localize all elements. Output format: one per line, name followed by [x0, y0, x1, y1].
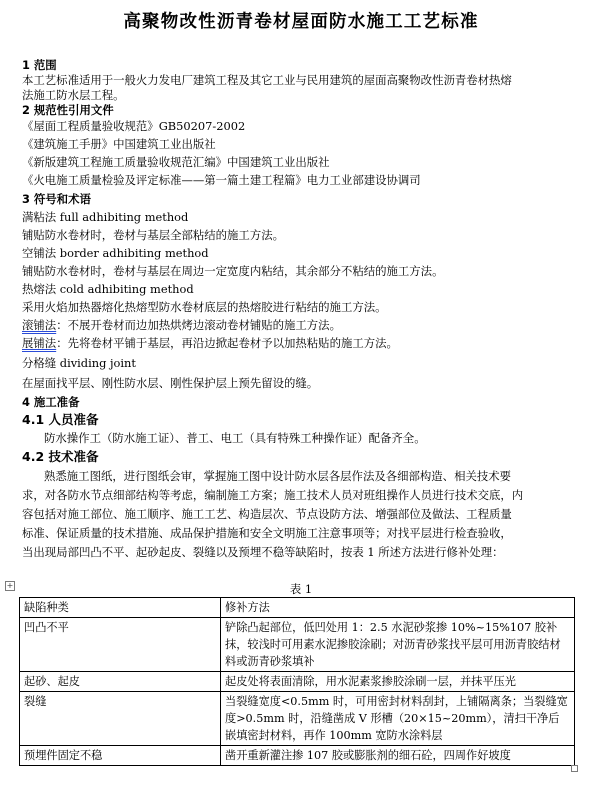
scope-text-line-1: 本工艺标准适用于一般火力发电厂建筑工程及其它工业与民用建筑的屋面高聚物改性沥青卷材热熔	[22, 73, 512, 87]
subsection-4-1-heading: 4.1 人员准备	[22, 412, 99, 427]
defect-cell: 凹凸不平	[20, 618, 221, 672]
method-cell: 凿开重新灌注掺 107 胶或膨胀剂的细石砼，四周作好坡度	[221, 746, 575, 766]
table-header-cell: 缺陷种类	[20, 598, 221, 618]
term-dividing-joint-definition: 在屋面找平层、刚性防水层、刚性保护层上预先留设的缝。	[22, 376, 319, 390]
table-row	[20, 746, 575, 766]
defect-cell: 起砂、起皮	[20, 672, 221, 692]
table-move-handle-icon[interactable]: +	[6, 581, 14, 590]
term-border-adhibiting: 空铺法 border adhibiting method	[22, 246, 209, 260]
defect-repair-table	[19, 597, 575, 766]
table-header-row	[20, 598, 575, 618]
defect-cell: 预埋件固定不稳	[20, 746, 221, 766]
reference-item: 《火电施工质量检验及评定标准——第一篇土建工程篇》电力工业部建设协调司	[22, 173, 421, 187]
technical-preparation-line: 求，对各防水节点细部结构等考虑，编制施工方案；施工技术人员对班组操作人员进行技术交底，内	[22, 488, 524, 502]
subsection-4-2-heading: 4.2 技术准备	[22, 449, 99, 464]
table-header-cell: 修补方法	[221, 598, 575, 618]
term-spread-laying-definition: ：先将卷材平铺于基层，再沿边掀起卷材予以加热粘贴的施工方法。	[56, 336, 398, 350]
technical-preparation-line: 熟悉施工图纸，进行图纸会审，掌握施工图中设计防水层各层作法及各细部构造、相关技术要	[44, 469, 512, 483]
section-4-heading: 4 施工准备	[22, 395, 80, 409]
term-spread-laying-name: 展铺法	[22, 336, 57, 350]
term-full-adhibiting-definition: 铺贴防水卷材时，卷材与基层全部粘结的施工方法。	[22, 228, 284, 242]
table-row	[20, 692, 575, 746]
technical-preparation-line: 当出现局部凹凸不平、起砂起皮、裂缝以及预埋不稳等缺陷时，按表 1 所述方法进行修补处理：	[22, 545, 504, 559]
term-full-adhibiting: 满粘法 full adhibiting method	[22, 210, 189, 224]
document-title: 高聚物改性沥青卷材屋面防水施工工艺标准	[123, 12, 479, 32]
term-cold-adhibiting: 热熔法 cold adhibiting method	[22, 282, 194, 296]
term-roll-laying-name: 滚铺法	[22, 318, 57, 332]
section-1-heading: 1 范围	[22, 58, 57, 72]
reference-item: 《新版建筑工程施工质量验收规范汇编》中国建筑工业出版社	[22, 155, 330, 169]
term-spread-laying	[22, 336, 398, 350]
method-cell: 起皮处将表面清除，用水泥素浆掺胶涂刷一层，并抹平压光	[221, 672, 575, 692]
table-resize-handle[interactable]	[571, 765, 578, 772]
method-cell: 铲除凸起部位，低凹处用 1：2.5 水泥砂浆掺 10%~15%107 胶补抹，较浅时可用素水泥掺胶涂刷；对沥青砂浆找平层可用沥青胶结材料或沥青砂浆填补	[221, 618, 575, 672]
scope-text-line-2: 法施工防水层工程。	[22, 88, 125, 102]
term-cold-adhibiting-definition: 采用火焰加热器熔化热熔型防水卷材底层的热熔胶进行粘结的施工方法。	[22, 300, 387, 314]
term-roll-laying	[22, 318, 341, 332]
reference-item: 《建筑施工手册》中国建筑工业出版社	[22, 137, 216, 151]
table-caption: 表 1	[289, 582, 313, 596]
method-cell: 当裂缝宽度<0.5mm 时，可用密封材料刮封，上铺隔离条；当裂缝宽度>0.5mm 时，沿缝凿成 V 形槽（20×15~20mm），清扫干净后嵌填密封材料，再作 100mm 宽防水涂料层	[221, 692, 575, 746]
table-row	[20, 672, 575, 692]
term-dividing-joint: 分格缝 dividing joint	[22, 356, 136, 370]
technical-preparation-line: 标准、保证质量的技术措施、成品保护措施和安全文明施工注意事项等；对找平层进行检查验收，	[22, 526, 512, 540]
section-3-heading: 3 符号和术语	[22, 192, 91, 206]
reference-item: 《屋面工程质量验收规范》GB50207-2002	[22, 119, 246, 133]
table-row	[20, 618, 575, 672]
term-roll-laying-definition: ：不展开卷材而边加热烘烤边滚动卷材铺贴的施工方法。	[56, 318, 341, 332]
personnel-preparation-text: 防水操作工（防水施工证）、普工、电工（具有特殊工种操作证）配备齐全。	[44, 431, 426, 445]
term-border-adhibiting-definition: 铺贴防水卷材时，卷材与基层在周边一定宽度内粘结，其余部分不粘结的施工方法。	[22, 264, 444, 278]
technical-preparation-line: 容包括对施工部位、施工顺序、施工工艺、构造层次、节点设防方法、增强部位及做法、工程质量	[22, 507, 512, 521]
defect-cell: 裂缝	[20, 692, 221, 746]
section-2-heading: 2 规范性引用文件	[22, 103, 114, 117]
